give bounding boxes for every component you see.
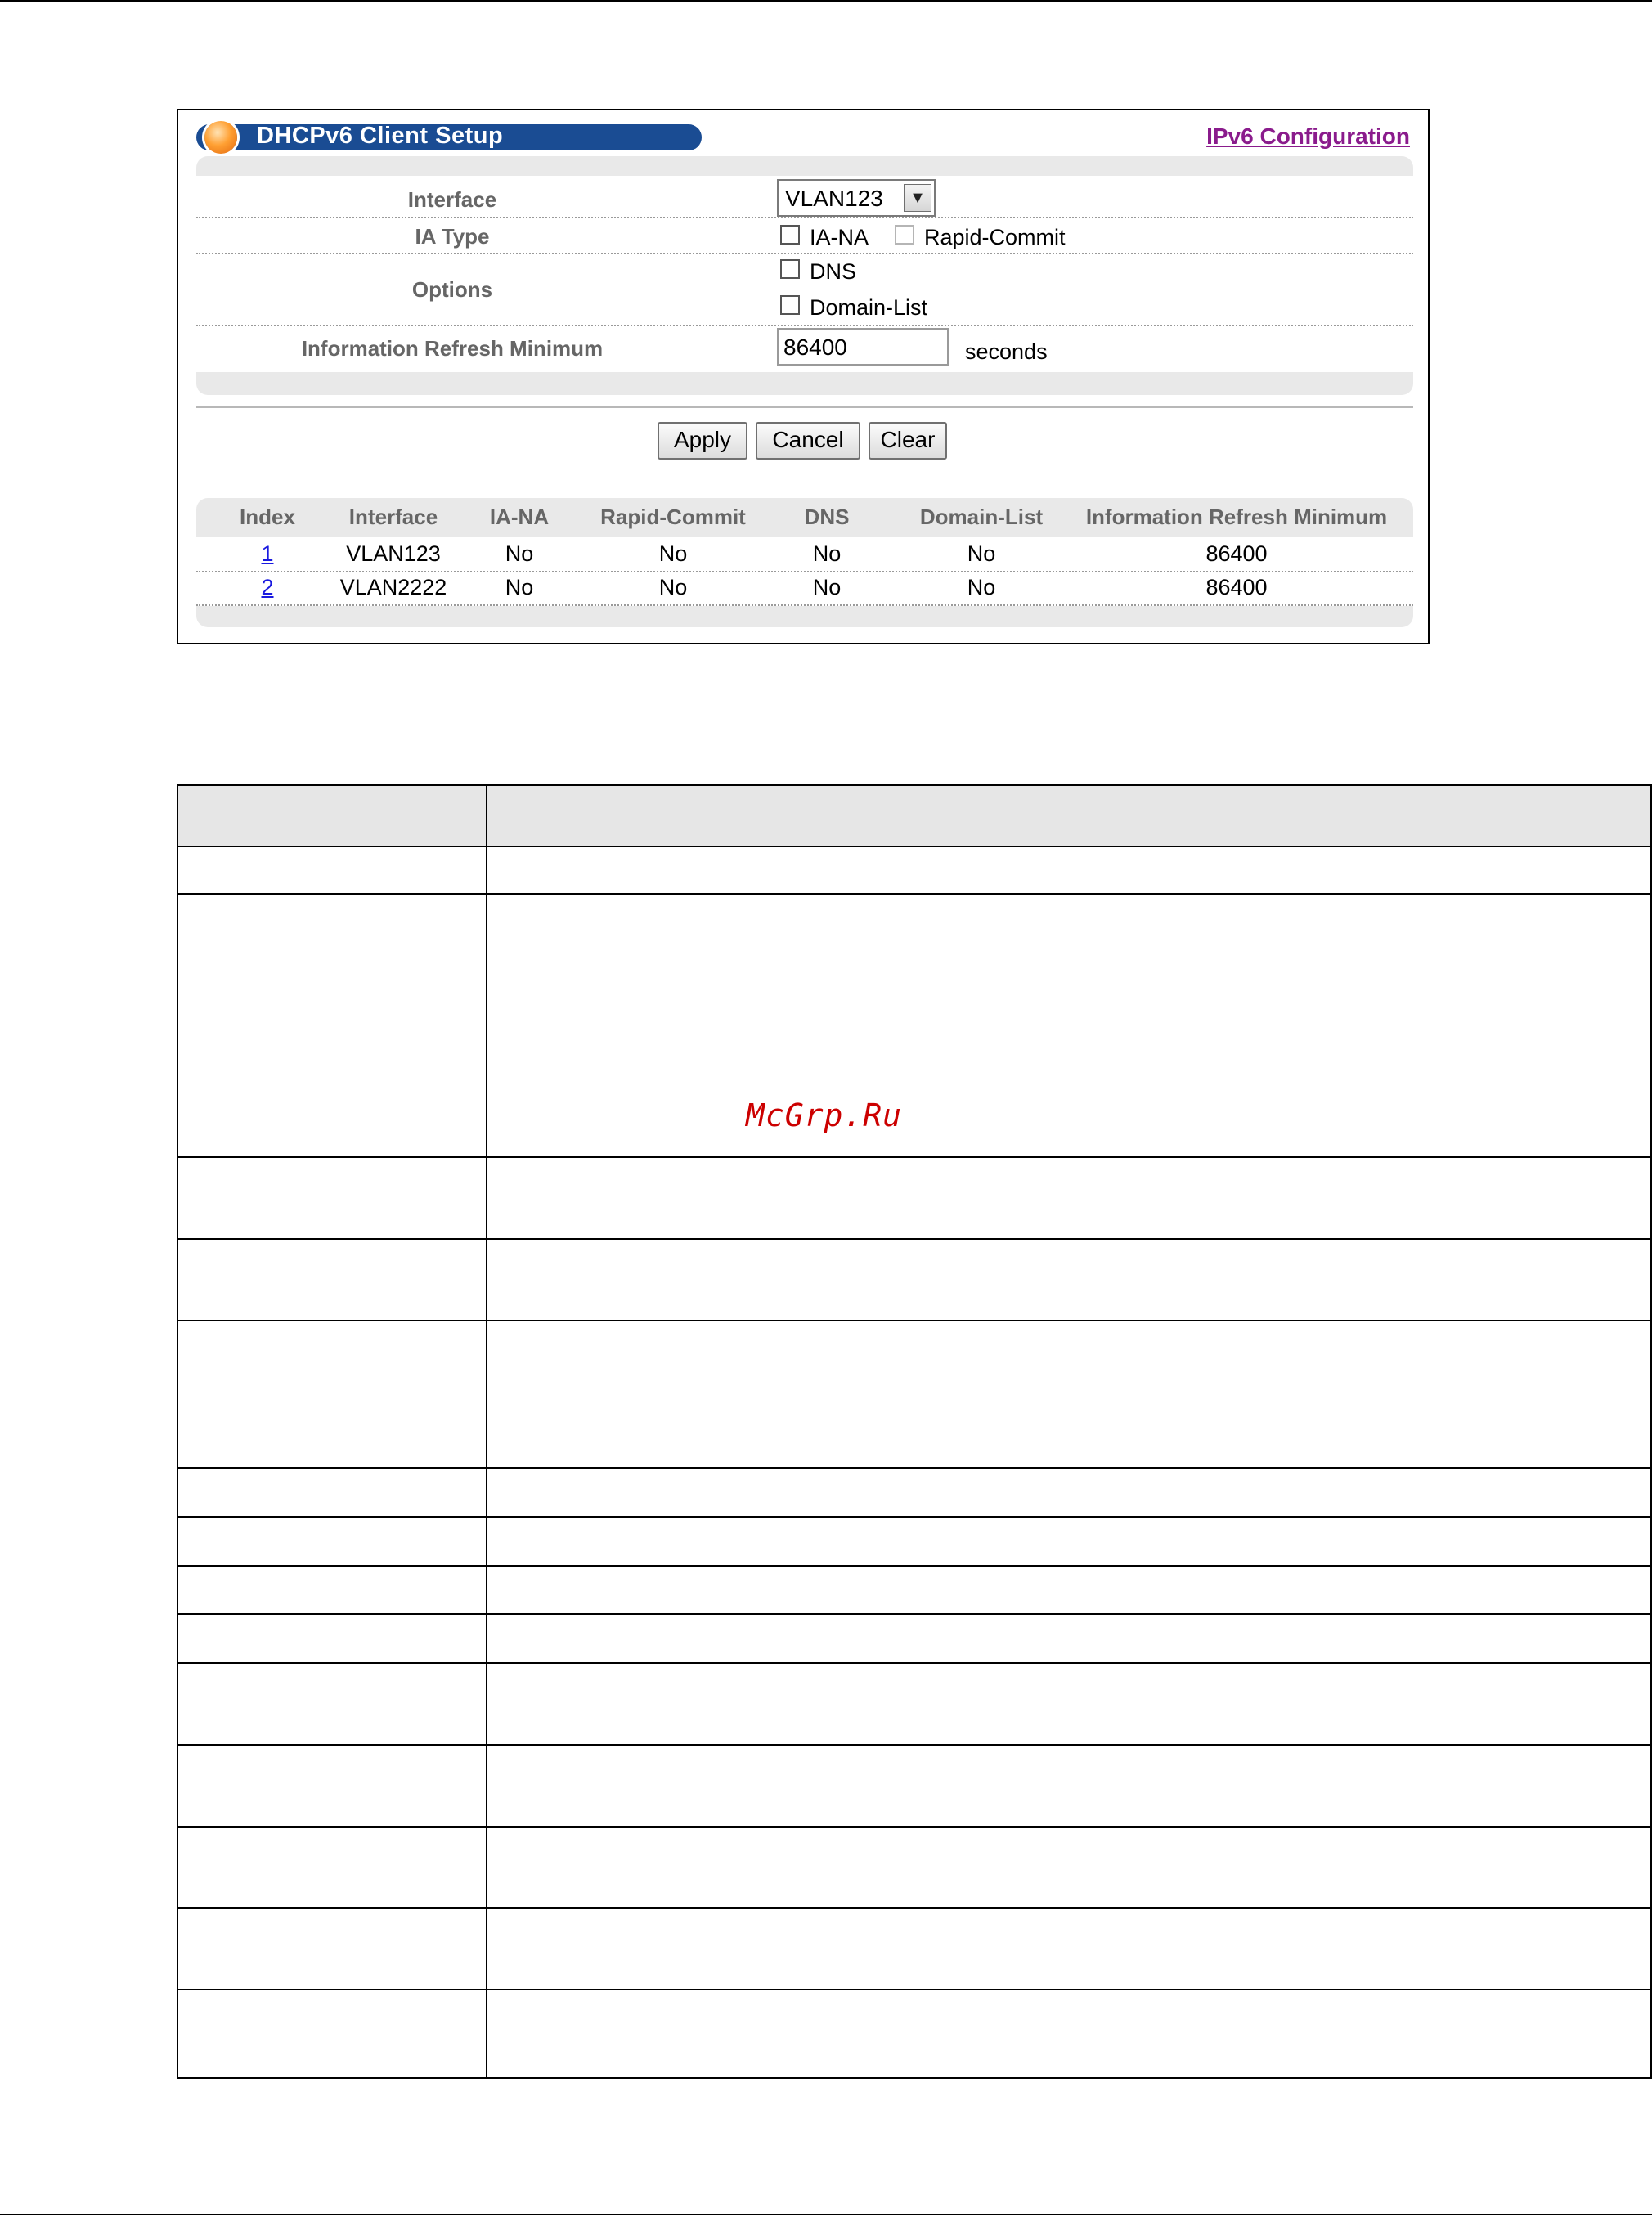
interface-select[interactable] — [777, 179, 936, 217]
description-table-row — [178, 1664, 1650, 1746]
description-table-row — [178, 1469, 1650, 1518]
apply-button[interactable]: Apply — [658, 422, 747, 460]
field-description-table — [177, 784, 1652, 2079]
table-cell-rapid-commit: No — [658, 575, 688, 599]
page-bottom-rule — [0, 2214, 1652, 2215]
description-table-row — [178, 1518, 1650, 1567]
options-label: Options — [411, 277, 493, 302]
rapid-commit-label: Rapid-Commit — [924, 225, 1066, 249]
column-header-interface: Interface — [348, 505, 438, 529]
client-list-body — [196, 537, 1413, 606]
table-cell-refresh-minimum: 86400 — [1205, 575, 1268, 599]
table-cell-domain-list: No — [967, 575, 996, 599]
description-table-row — [178, 1240, 1650, 1321]
ia-na-label: IA-NA — [810, 225, 869, 249]
table-cell-rapid-commit: No — [658, 541, 688, 566]
interface-label: Interface — [407, 187, 497, 212]
refresh-input-value: 86400 — [783, 334, 847, 360]
watermark: McGrp.Ru — [746, 1097, 903, 1133]
refresh-input[interactable] — [777, 328, 949, 366]
domain-list-checkbox[interactable] — [780, 295, 800, 315]
index-link[interactable]: 1 — [261, 541, 274, 566]
table-cell-interface: VLAN123 — [346, 541, 441, 566]
table-cell-refresh-minimum: 86400 — [1205, 541, 1268, 566]
index-link[interactable]: 2 — [261, 575, 274, 599]
cancel-button[interactable]: Cancel — [756, 422, 860, 460]
dns-checkbox[interactable] — [780, 259, 800, 279]
ia-type-label: IA Type — [415, 224, 490, 249]
description-table-row — [178, 1828, 1650, 1909]
description-table-row — [178, 1158, 1650, 1240]
description-table-row — [178, 1909, 1650, 1990]
description-table-row — [178, 895, 1650, 1158]
column-header-domain-list: Domain-List — [919, 505, 1044, 529]
description-table-row — [178, 1567, 1650, 1615]
description-table-row — [178, 1746, 1650, 1828]
table-cell-domain-list: No — [967, 541, 996, 566]
options-row — [196, 253, 1413, 326]
table-row — [196, 537, 1413, 572]
table-cell-dns: No — [812, 575, 842, 599]
column-header-index: Index — [240, 505, 295, 529]
ipv6-configuration-link[interactable]: IPv6 Configuration — [1206, 123, 1410, 149]
clear-button[interactable]: Clear — [869, 422, 947, 460]
client-list-panel — [196, 498, 1413, 627]
column-header-ia-na: IA-NA — [489, 505, 550, 529]
interface-select-value: VLAN123 — [785, 186, 883, 211]
table-cell-interface: VLAN2222 — [339, 575, 447, 599]
dropdown-arrow-icon[interactable]: ▼ — [904, 184, 931, 212]
refresh-label: Information Refresh Minimum — [301, 336, 604, 361]
description-table-row — [178, 1615, 1650, 1664]
table-cell-ia-na: No — [505, 575, 534, 599]
section-divider — [196, 406, 1413, 408]
ia-na-checkbox[interactable] — [780, 225, 800, 245]
description-table-header — [178, 786, 1650, 847]
ia-type-row — [196, 217, 1413, 254]
description-table-row — [178, 1321, 1650, 1469]
description-table-row — [178, 847, 1650, 895]
column-header-dns: DNS — [804, 505, 850, 529]
table-cell-ia-na: No — [505, 541, 534, 566]
column-header-rapid-commit: Rapid-Commit — [600, 505, 746, 529]
domain-list-label: Domain-List — [810, 295, 928, 320]
panel-title: DHCPv6 Client Setup — [257, 123, 504, 149]
form-body — [196, 176, 1413, 372]
description-table-row — [178, 1990, 1650, 2077]
column-header-refresh-minimum: Information Refresh Minimum — [1085, 505, 1388, 529]
description-table-column-divider — [486, 786, 487, 2077]
table-row — [196, 571, 1413, 606]
interface-row — [196, 176, 1413, 218]
form-panel — [196, 156, 1413, 395]
dhcpv6-client-setup-screenshot — [177, 109, 1430, 644]
rapid-commit-checkbox[interactable] — [895, 225, 914, 245]
orange-orb-icon — [204, 121, 237, 154]
page-top-rule — [0, 0, 1652, 2]
refresh-row — [196, 325, 1413, 372]
refresh-unit-label: seconds — [965, 339, 1048, 364]
table-cell-dns: No — [812, 541, 842, 566]
dns-label: DNS — [810, 259, 857, 284]
